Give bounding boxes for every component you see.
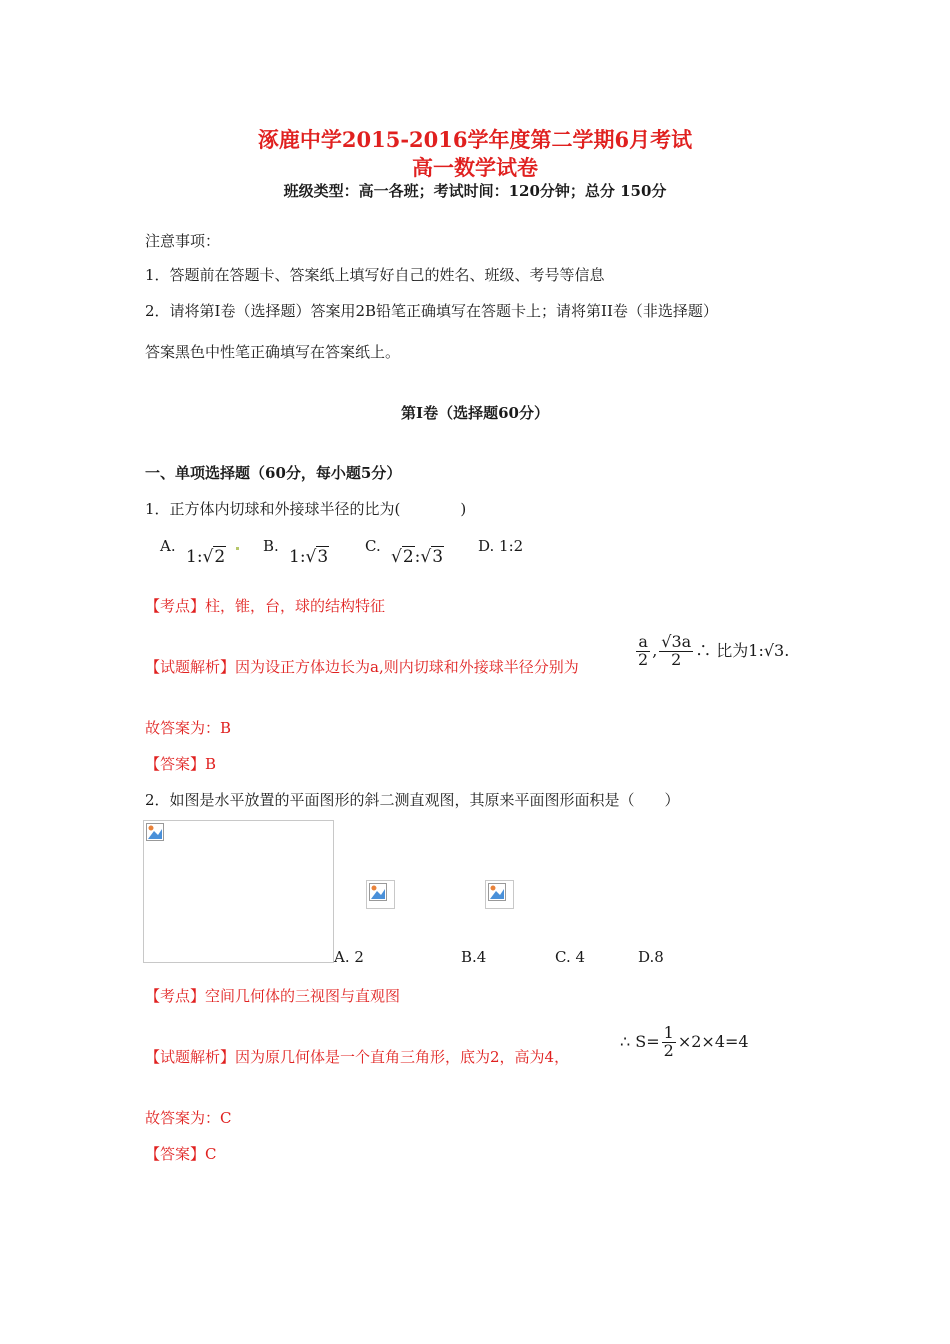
q2-answer-tag: 【答案】 (145, 1145, 206, 1163)
q1-kaodian-tag: 【考点】 (145, 597, 206, 615)
q2-option-d: D.8 (638, 948, 664, 966)
q1-option-a-math: 1:√2 (186, 547, 226, 567)
exam-subtitle: 高一数学试卷 (412, 155, 538, 180)
q1-option-c (365, 537, 381, 555)
q1-option-c-label: C. (365, 537, 381, 555)
q1-kaodian-text: 柱，锥，台，球的结构特征 (205, 597, 386, 615)
q1-frac-b-num: 3a (671, 632, 692, 651)
q2-option-a: A. 2 (334, 948, 364, 966)
q2-option-image-2 (485, 880, 514, 909)
q1-analysis-text: 因为设正方体边长为a,则内切球和外接球半径分别为 (235, 658, 579, 676)
q1-option-c-math: √2:√3 (391, 547, 444, 567)
class-info: 班级类型：高一各班；考试时间：120分钟；总分 150分 (283, 182, 667, 200)
q1-analysis-math: $\frac{a}{2}$ , $\frac{√3a}{2}$ ∴ 比为1:√3. (638, 632, 790, 669)
q1-option-a (160, 537, 176, 555)
q1-option-b (263, 537, 279, 555)
q1-analysis-tag: 【试题解析】 (145, 658, 236, 676)
section1-title: 一、单项选择题（60分，每小题5分） (145, 464, 402, 482)
q2-analysis (145, 1046, 569, 1067)
broken-image-icon (488, 883, 506, 901)
q2-kaodian (145, 985, 400, 1006)
q1-kaodian (145, 595, 385, 616)
q2-option-image-1 (366, 880, 395, 909)
q2-frac-num: 1 (663, 1023, 674, 1042)
q1-analysis (145, 656, 579, 677)
q1-answer-tag: 【答案】 (145, 755, 206, 773)
q1-frac-b-den: 2 (671, 649, 682, 669)
broken-image-icon (146, 823, 164, 841)
q2-figure-image (143, 820, 334, 963)
q2-analysis-text: 因为原几何体是一个直角三角形，底为2，高为4， (235, 1048, 570, 1066)
q2-math-prefix: ∴ S= (620, 1031, 660, 1051)
q2-answer-value: C (205, 1145, 217, 1163)
q1-option-b-label: B. (263, 537, 279, 555)
q1-frac-a-den: 2 (638, 649, 649, 669)
q2-analysis-math (620, 1025, 749, 1060)
q2-frac-den: 2 (663, 1040, 674, 1060)
q2-option-c: C. 4 (555, 948, 586, 966)
q2-kaodian-tag: 【考点】 (145, 987, 206, 1005)
q2-math-tail: ×2×4=4 (677, 1031, 749, 1051)
notice-heading: 注意事项： (145, 232, 221, 250)
q1-marker-dot (236, 547, 239, 550)
q1-option-d: D. 1:2 (478, 537, 524, 555)
q2-analysis-tag: 【试题解析】 (145, 1048, 236, 1066)
q1-conclusion: 故答案为：B (145, 719, 232, 737)
q1-frac-a-num: a (636, 634, 650, 652)
notice-item-2: 2．请将第Ⅰ卷（选择题）答案用2B铅笔正确填写在答题卡上；请将第II卷（非选择题） (145, 302, 718, 320)
notice-item-1: 1．答题前在答题卡、答案纸上填写好自己的姓名、班级、考号等信息 (145, 266, 605, 284)
q1-analysis-math-tail: ∴ 比为1:√3. (695, 640, 790, 660)
q1-answer-value: B (205, 755, 217, 773)
q1-stem: 1．正方体内切球和外接球半径的比为( ) (145, 500, 467, 518)
q1-option-b-math: 1:√3 (289, 547, 329, 567)
q2-conclusion: 故答案为：C (145, 1109, 232, 1127)
q1-answer (145, 753, 216, 774)
q2-stem: 2．如图是水平放置的平面图形的斜二测直观图，其原来平面图形面积是（ ） (145, 791, 680, 809)
broken-image-icon (369, 883, 387, 901)
q1-option-a-label: A. (160, 537, 176, 555)
notice-item-2-cont: 答案黑色中性笔正确填写在答案纸上。 (145, 343, 401, 361)
q2-option-b: B.4 (461, 948, 487, 966)
q2-answer (145, 1143, 217, 1164)
part1-title: 第Ⅰ卷（选择题60分） (401, 404, 549, 422)
q2-kaodian-text: 空间几何体的三视图与直观图 (205, 987, 401, 1005)
exam-title: 涿鹿中学2015-2016学年度第二学期6月考试 (257, 127, 693, 152)
